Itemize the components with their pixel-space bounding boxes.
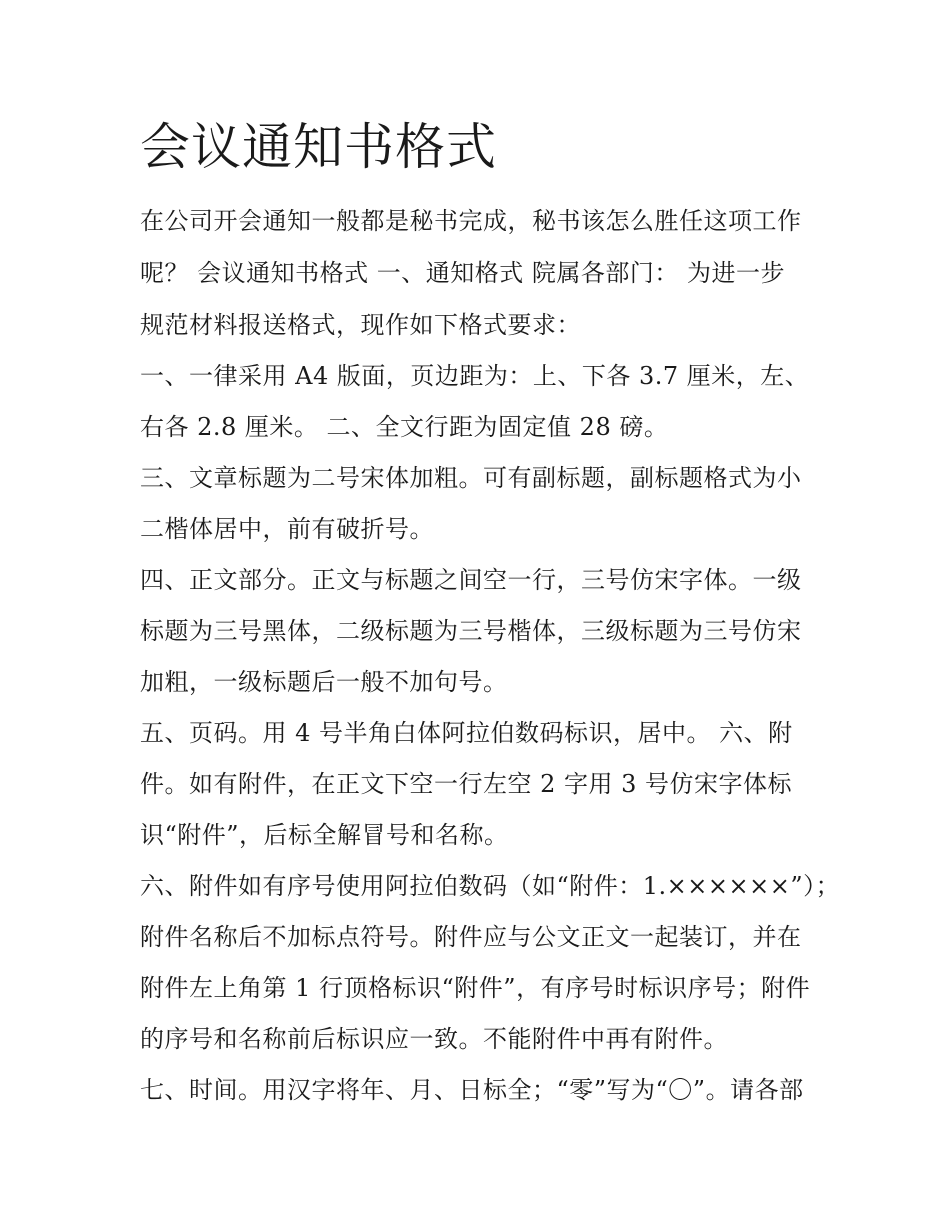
body-line: 的序号和名称前后标识应一致。不能附件中再有附件。 [140,1025,728,1053]
body-line: 规范材料报送格式，现作如下格式要求： [140,311,581,339]
body-line: 一、一律采用 A4 版面，页边距为：上、下各 3.7 厘米，左、 [140,362,810,390]
body-line: 加粗，一级标题后一般不加句号。 [140,668,508,696]
body-line: 件。如有附件，在正文下空一行左空 2 字用 3 号仿宋字体标 [140,770,793,798]
document-title: 会议通知书格式 [140,118,497,176]
body-line: 五、页码。用 4 号半角白体阿拉伯数码标识，居中。 六、附 [140,719,793,747]
body-line: 六、附件如有序号使用阿拉伯数码（如“附件：1.××××××”）； [140,872,841,900]
body-line: 呢？ 会议通知书格式 一、通知格式 院属各部门： 为进一步 [140,259,786,287]
body-line: 三、文章标题为二号宋体加粗。可有副标题，副标题格式为小 [140,464,802,492]
body-line: 附件左上角第 1 行顶格标识“附件”，有序号时标识序号；附件 [140,974,811,1002]
body-line: 七、时间。用汉字将年、月、日标全；“零”写为“〇”。请各部 [140,1076,804,1104]
body-line: 标题为三号黑体，二级标题为三号楷体，三级标题为三号仿宋 [140,617,802,645]
body-line: 四、正文部分。正文与标题之间空一行，三号仿宋字体。一级 [140,566,802,594]
body-line: 识“附件”，后标全解冒号和名称。 [140,821,509,849]
body-line: 在公司开会通知一般都是秘书完成，秘书该怎么胜任这项工作 [140,207,802,235]
body-line: 附件名称后不加标点符号。附件应与公文正文一起装订，并在 [140,923,802,951]
body-line: 右各 2.8 厘米。 二、全文行距为固定值 28 磅。 [140,413,669,441]
body-line: 二楷体居中，前有破折号。 [140,515,434,543]
